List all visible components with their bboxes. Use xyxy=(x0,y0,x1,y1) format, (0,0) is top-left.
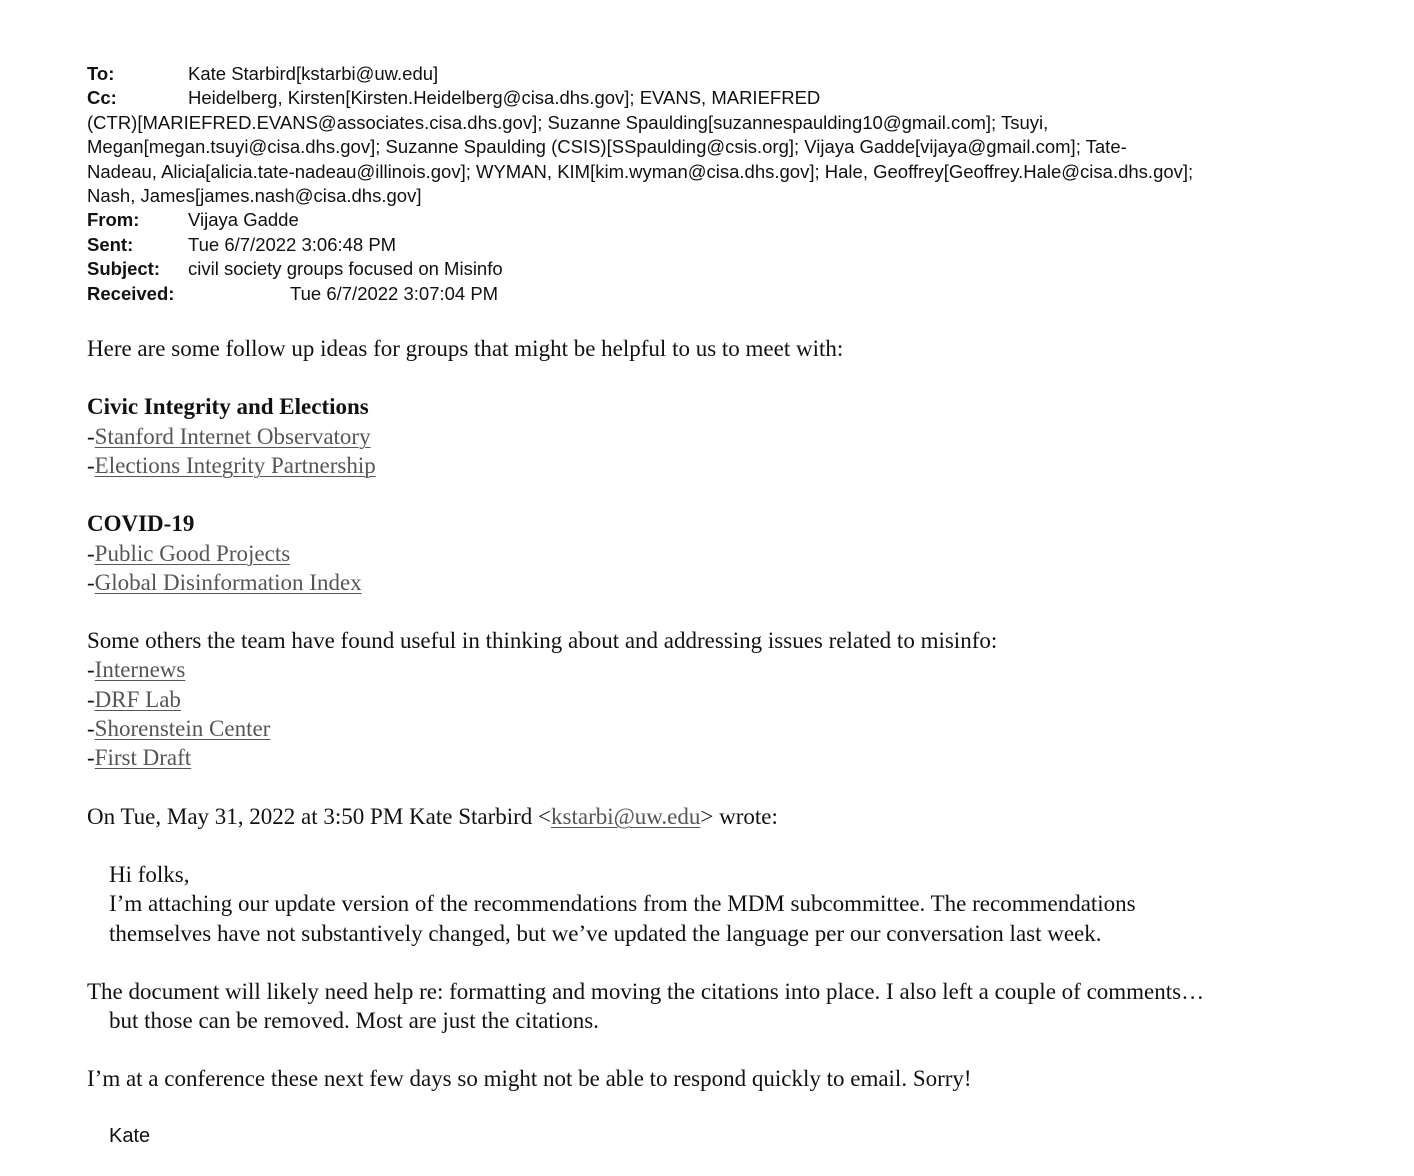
quote-paragraph-3: I’m at a conference these next few days so might not be able to respond quickly to email. Sorry! xyxy=(87,1066,972,1092)
list-item: -Stanford Internet Observatory xyxy=(87,423,371,449)
sent-value: Tue 6/7/2022 3:06:48 PM xyxy=(188,233,397,255)
list-item: -Shorenstein Center xyxy=(87,716,271,742)
quote-header: On Tue, May 31, 2022 at 3:50 PM Kate Starbird <kstarbi@uw.edu> wrote: xyxy=(87,803,778,829)
cc-value-line-3: Megan[megan.tsuyi@cisa.dhs.gov]; Suzanne Spaulding (CSIS)[SSpaulding@csis.org]; Vijaya Gadde[vijaya@gmail.com]; Tate- xyxy=(87,136,1127,158)
cc-value-line-2: (CTR)[MARIEFRED.EVANS@associates.cisa.dhs.gov]; Suzanne Spaulding[suzannespaulding10@gmail.com]; Tsuyi, xyxy=(87,111,1049,133)
link-stanford-internet-observatory[interactable]: Stanford Internet Observatory xyxy=(94,423,371,449)
quote-paragraph-1-line-2: themselves have not substantively changed, but we’ve updated the language per our conversation last week. xyxy=(109,920,1102,946)
sent-label: Sent: xyxy=(87,233,134,255)
to-value: Kate Starbird[kstarbi@uw.edu] xyxy=(188,63,439,84)
others-intro-text: Some others the team have found useful in thinking about and addressing issues related to misinfo: xyxy=(87,628,998,654)
subject-value: civil society groups focused on Misinfo xyxy=(188,258,503,280)
quote-greeting: Hi folks, xyxy=(109,861,190,887)
to-row xyxy=(87,62,1387,86)
quote-paragraph-2-line-1: The document will likely need help re: formatting and moving the citations into place. I also left a couple of comments… xyxy=(87,978,1205,1004)
link-global-disinformation-index[interactable]: Global Disinformation Index xyxy=(94,569,362,595)
subject-label: Subject: xyxy=(87,258,160,280)
link-drf-lab[interactable]: DRF Lab xyxy=(94,686,181,712)
from-row xyxy=(87,208,1387,232)
cc-value-line-5: Nash, James[james.nash@cisa.dhs.gov] xyxy=(87,185,422,207)
list-item: -DRF Lab xyxy=(87,686,181,712)
cc-label: Cc: xyxy=(87,87,117,109)
from-value: Vijaya Gadde xyxy=(188,209,299,231)
quote-email-link[interactable]: kstarbi@uw.edu xyxy=(551,803,701,829)
link-shorenstein-center[interactable]: Shorenstein Center xyxy=(94,716,271,742)
list-item: -Global Disinformation Index xyxy=(87,569,362,595)
section-title-civic: Civic Integrity and Elections xyxy=(87,394,369,420)
cc-value-line-1: Heidelberg, Kirsten[Kirsten.Heidelberg@cisa.dhs.gov]; EVANS, MARIEFRED xyxy=(188,87,821,109)
list-item: -Elections Integrity Partnership xyxy=(87,452,376,478)
email-body xyxy=(87,334,1387,1151)
list-item: -First Draft xyxy=(87,745,192,771)
quote-paragraph-2-line-2: but those can be removed. Most are just the citations. xyxy=(109,1008,599,1034)
subject-row xyxy=(87,257,1387,281)
link-elections-integrity-partnership[interactable]: Elections Integrity Partnership xyxy=(94,452,376,478)
link-public-good-projects[interactable]: Public Good Projects xyxy=(94,540,291,566)
email-header xyxy=(87,62,1387,306)
link-first-draft[interactable]: First Draft xyxy=(94,745,192,771)
list-item: -Internews xyxy=(87,657,186,683)
cc-row xyxy=(87,86,1387,208)
link-internews[interactable]: Internews xyxy=(94,657,186,683)
to-label: To: xyxy=(87,63,115,84)
received-label: Received: xyxy=(87,282,175,304)
sent-row xyxy=(87,233,1387,257)
email-page xyxy=(87,62,1387,1151)
from-label: From: xyxy=(87,209,140,231)
intro-text: Here are some follow up ideas for groups that might be helpful to us to meet with: xyxy=(87,336,844,362)
list-item: -Public Good Projects xyxy=(87,540,291,566)
signature: Kate xyxy=(109,1124,151,1147)
section-title-covid: COVID-19 xyxy=(87,511,195,537)
quote-paragraph-1-line-1: I’m attaching our update version of the recommendations from the MDM subcommittee. The recommendations xyxy=(109,891,1136,917)
cc-value-line-4: Nadeau, Alicia[alicia.tate-nadeau@illinois.gov]; WYMAN, KIM[kim.wyman@cisa.dhs.gov]; Hale, Geoffrey[Geoffrey.Hale@cisa.dhs.gov]; xyxy=(87,160,1194,182)
received-value: Tue 6/7/2022 3:07:04 PM xyxy=(290,282,499,304)
received-row xyxy=(87,282,1387,306)
